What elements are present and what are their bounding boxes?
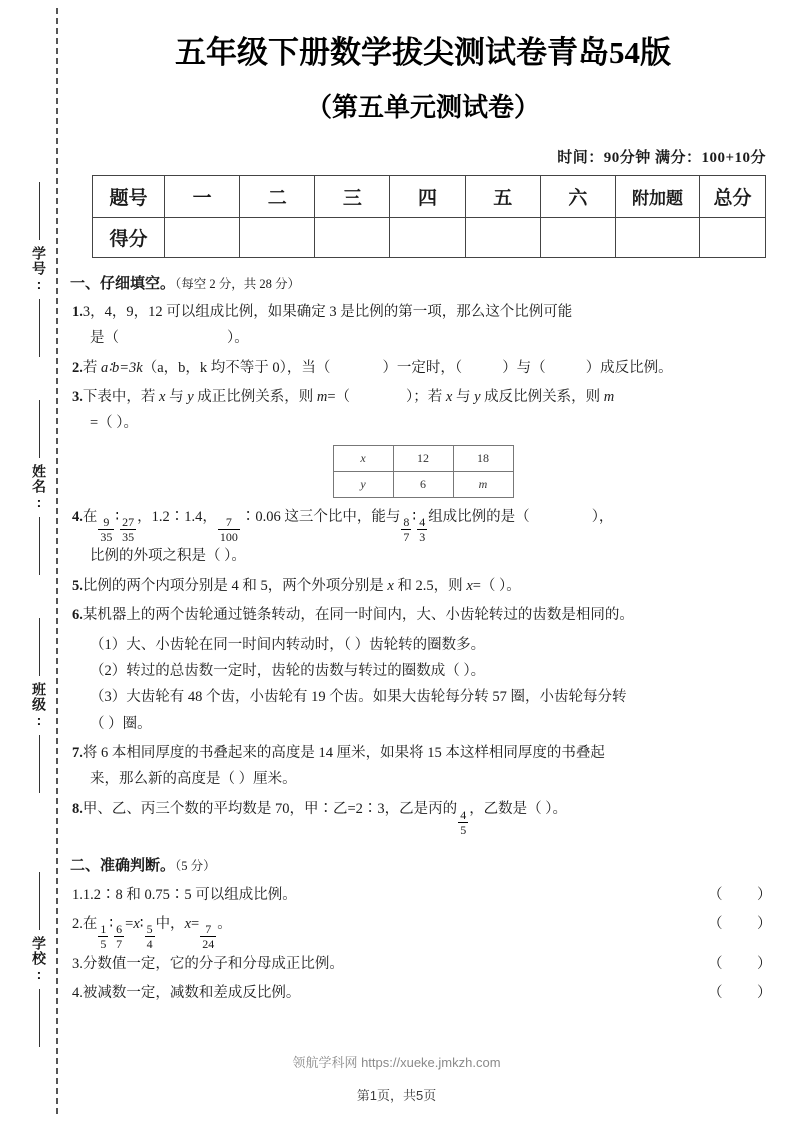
question-number: 3.: [72, 388, 83, 405]
margin-label-text: 姓名:: [31, 464, 47, 511]
question-6-sub-1[interactable]: （1）大、小齿轮在同一时间内转动时，（ ）齿轮转的圈数多。: [90, 636, 486, 653]
fraction-27-35: [120, 516, 136, 543]
margin-label-text: 学号:: [31, 246, 47, 293]
fraction-6-7: [114, 923, 124, 950]
question-text: ）与（: [502, 359, 546, 376]
fraction-denominator: 7: [403, 530, 410, 545]
margin-label-school: [22, 872, 56, 1047]
fraction-7-100: [218, 516, 240, 543]
fraction-numerator: 9: [103, 515, 110, 530]
question-text: （3）大齿轮有 48 个齿，小齿轮有 19 个齿。如果大齿轮每分转 57 圈，小齿轮每分转: [90, 689, 627, 706]
variable-x: x: [445, 388, 453, 405]
question-number: 4.: [72, 508, 83, 525]
question-number: 5.: [72, 577, 83, 594]
ratio-separator: ∶: [412, 508, 417, 525]
fraction-numerator: 6: [116, 922, 123, 937]
judge-question-4: [72, 979, 782, 1008]
question-text: 3，4，9，12 可以组成比例，如果确定 3 是比例的第一项，那么这个比例可能: [82, 303, 573, 320]
equals-sign: =: [191, 915, 200, 932]
question-text: ∶0.06 这三个比中，能与: [240, 508, 401, 525]
question-text: 与: [165, 388, 188, 405]
judge-question-body: [72, 881, 708, 910]
question-text: 与: [452, 388, 475, 405]
question-text: =（: [327, 388, 351, 405]
fraction-4-5: [458, 809, 468, 836]
question-text: ）；若: [406, 388, 446, 405]
margin-rule-line: [39, 989, 40, 1047]
variable-x: x: [159, 388, 166, 405]
watermark-text: 领航学科网 https://xueke.jmkzh.com: [292, 1055, 501, 1070]
question-6-sub-2[interactable]: （2）转过的总齿数一定时，齿轮的齿数与转过的圈数成（ ）。: [90, 662, 486, 679]
fraction-8-7: [401, 516, 411, 543]
question-text: 在: [82, 508, 98, 525]
score-cell-total[interactable]: [700, 217, 766, 257]
question-text: 某机器上的两个齿轮通过链条转动，在同一时间内，大、小齿轮转过的齿数是相同的。: [82, 607, 634, 624]
question-text: 将 6 本相同厚度的书叠起来的高度是 14 厘米，如果将 15 本这样相同厚度的书叠起: [82, 745, 605, 761]
fraction-1-5: [98, 923, 108, 950]
judge-answer-blank[interactable]: （ ）: [708, 915, 782, 932]
question-text: 中，: [155, 915, 185, 932]
score-cell-extra[interactable]: [616, 217, 700, 257]
fraction-numerator: 7: [205, 922, 212, 937]
judge-question-1: [72, 881, 782, 910]
fraction-numerator: 1: [100, 922, 107, 937]
score-cell-5[interactable]: [465, 217, 540, 257]
score-table: [92, 175, 766, 258]
variable-y: y: [474, 388, 481, 405]
question-number: 7.: [72, 745, 83, 761]
fraction-numerator: 27: [122, 515, 135, 530]
fraction-denominator: 35: [100, 530, 113, 545]
score-table-row-label: 得分: [93, 217, 165, 257]
xy-cell-x-2: 18: [453, 445, 513, 471]
section-title: 二、准确判断。: [70, 856, 176, 874]
question-text: 比例的两个内项分别是 4 和 5，两个外项分别是: [82, 577, 388, 594]
question-answer-blank[interactable]: （ ）圈。: [90, 715, 152, 732]
variable-x: x: [133, 915, 140, 932]
fraction-denominator: 100: [219, 530, 238, 545]
fraction-denominator: 5: [460, 822, 467, 837]
xy-table-wrapper: [68, 445, 778, 498]
question-number: 2.: [72, 359, 83, 376]
score-cell-4[interactable]: [390, 217, 465, 257]
score-table-col-3: 三: [315, 175, 390, 217]
question-1: [72, 299, 778, 352]
table-row-header: [93, 175, 766, 217]
margin-rule-line: [39, 299, 40, 357]
fraction-5-4: [145, 923, 155, 950]
score-table-col-1: 一: [165, 175, 240, 217]
table-row: [333, 471, 513, 497]
fraction-7-24: [200, 923, 216, 950]
score-table-row-label: 题号: [93, 175, 165, 217]
question-answer-blank[interactable]: 比例的外项之积是（ ）。: [90, 548, 246, 565]
question-5: [72, 573, 778, 599]
margin-label-text: 班级:: [31, 682, 47, 729]
score-table-col-5: 五: [465, 175, 540, 217]
variable-m: m: [603, 388, 615, 405]
score-table-col-6: 六: [540, 175, 615, 217]
judge-answer-blank[interactable]: （ ）: [708, 956, 782, 973]
question-number: 2.: [72, 915, 83, 932]
variable-x: x: [466, 577, 473, 594]
table-row: [333, 445, 513, 471]
variable-m: m: [316, 388, 328, 405]
variable-x: x: [387, 577, 394, 594]
xy-cell-y-label: y: [333, 471, 393, 497]
question-text: 组成比例的是（: [428, 508, 530, 525]
score-cell-6[interactable]: [540, 217, 615, 257]
variable-x: x: [184, 915, 191, 932]
judge-answer-blank[interactable]: （ ）: [708, 886, 782, 903]
margin-rule-line: [39, 400, 40, 458]
score-table-col-4: 四: [390, 175, 465, 217]
question-7: [72, 740, 778, 793]
judge-question-body: [72, 979, 708, 1008]
question-text: ）成反比例。: [585, 359, 673, 376]
fraction-denominator: 7: [116, 937, 123, 952]
page-title: 五年级下册数学拔尖测试卷青岛54版: [175, 35, 671, 70]
question-text: ）一定时，（: [382, 359, 463, 376]
question-answer-blank[interactable]: =（ ）。: [472, 577, 521, 594]
judge-question-body: [72, 950, 708, 979]
fraction-denominator: 4: [146, 937, 153, 952]
margin-rule-line: [39, 618, 40, 676]
section-points: （每空 2 分，共 28 分）: [175, 276, 301, 291]
question-text: 和 2.5，则: [393, 577, 467, 594]
fraction-denominator: 35: [122, 530, 135, 545]
section-points: （5 分）: [175, 858, 216, 873]
margin-label-class: [22, 618, 56, 793]
xy-cell-x-1: 12: [393, 445, 453, 471]
question-answer-blank[interactable]: =（ ）。: [90, 415, 139, 432]
section-title: 一、仔细填空。: [70, 274, 176, 292]
question-number: 6.: [72, 607, 83, 624]
margin-rule-line: [39, 182, 40, 240]
section-heading-judgement: [70, 854, 778, 875]
proportion-data-table: [333, 445, 514, 498]
question-text: 甲、乙、丙三个数的平均数是 70，甲∶乙=2∶3，乙是丙的: [82, 800, 458, 817]
judge-question-3: [72, 950, 782, 979]
question-text: 1.2∶8 和 0.75∶5 可以组成比例。: [82, 886, 297, 903]
score-cell-2[interactable]: [240, 217, 315, 257]
question-6: [72, 602, 778, 628]
question-number: 3.: [72, 956, 83, 973]
score-cell-1[interactable]: [165, 217, 240, 257]
fraction-numerator: 8: [403, 515, 410, 530]
question-text-tail: 。: [217, 915, 232, 932]
question-text: （a，b，k 均不等于 0），当（: [142, 359, 331, 376]
margin-label-student-id: [22, 182, 56, 357]
margin-rule-line: [39, 517, 40, 575]
page-number: 第1页，共5页: [356, 1088, 437, 1103]
fraction-numerator: 4: [460, 807, 467, 822]
question-3: [72, 384, 778, 437]
margin-rule-line: [39, 735, 40, 793]
score-table-col-2: 二: [240, 175, 315, 217]
margin-label-name: [22, 400, 56, 575]
question-text: 成反比例关系，则: [480, 388, 604, 405]
judge-question-2: [72, 910, 782, 952]
question-number: 8.: [72, 800, 83, 817]
question-8: [72, 796, 778, 836]
ratio-separator: ∶: [139, 915, 144, 932]
page-subtitle: （第五单元测试卷）: [305, 92, 540, 122]
ratio-separator: ∶: [109, 915, 114, 932]
question-number: 1.: [72, 886, 83, 903]
xy-cell-y-2: m: [453, 471, 513, 497]
section-heading-fill-in: [70, 272, 778, 293]
question-text: 在: [82, 915, 98, 932]
question-expression: a∶b=3k: [101, 359, 143, 376]
question-4: [72, 504, 778, 570]
margin-label-text: 学校:: [31, 936, 47, 983]
variable-y: y: [187, 388, 194, 405]
score-table-col-total: 总分: [700, 175, 766, 217]
fraction-4-3: [417, 516, 427, 543]
judge-question-body: [72, 910, 708, 951]
question-text: 成正比例关系，则: [193, 388, 317, 405]
equals-sign: =: [125, 915, 134, 932]
xy-cell-y-1: 6: [393, 471, 453, 497]
question-text: 被减数一定，减数和差成反比例。: [82, 985, 301, 1002]
margin-rule-line: [39, 872, 40, 930]
question-number: 1.: [72, 303, 83, 320]
question-text: 若: [82, 359, 101, 376]
fraction-9-35: [98, 516, 114, 543]
ratio-separator: ∶: [115, 508, 120, 525]
fraction-denominator: 3: [419, 530, 426, 545]
exam-meta-info: 时间：90分钟 满分：100+10分: [557, 149, 766, 166]
table-row-score: [93, 217, 766, 257]
page-fold-dashed-line: [56, 8, 58, 1114]
question-text-tail: ）。: [227, 330, 249, 347]
question-2: [72, 355, 778, 381]
judge-answer-blank[interactable]: （ ）: [708, 985, 782, 1002]
question-text-tail: ），: [591, 508, 614, 525]
xy-cell-x-label: x: [333, 445, 393, 471]
score-cell-3[interactable]: [315, 217, 390, 257]
question-6-sub-3: [90, 684, 778, 737]
margin-label-group: [22, 0, 56, 1122]
question-text: 分数值一定，它的分子和分母成正比例。: [82, 956, 344, 973]
fraction-numerator: 7: [225, 515, 232, 530]
fraction-denominator: 24: [202, 937, 215, 952]
question-number: 4.: [72, 985, 83, 1002]
question-text: 下表中，若: [82, 388, 159, 405]
question-answer-blank[interactable]: ，乙数是（ ）。: [469, 800, 568, 817]
question-text: ，1.2∶1.4，: [137, 508, 217, 525]
question-answer-blank[interactable]: 来，那么新的高度是（ ）厘米。: [90, 771, 297, 788]
fraction-numerator: 4: [419, 515, 426, 530]
page-footer: [0, 1052, 793, 1122]
fraction-denominator: 5: [100, 937, 107, 952]
score-table-col-extra: 附加题: [616, 175, 700, 217]
fraction-numerator: 5: [146, 922, 153, 937]
question-answer-blank[interactable]: 是（: [90, 330, 119, 347]
exam-paper-page: [68, 0, 782, 1122]
